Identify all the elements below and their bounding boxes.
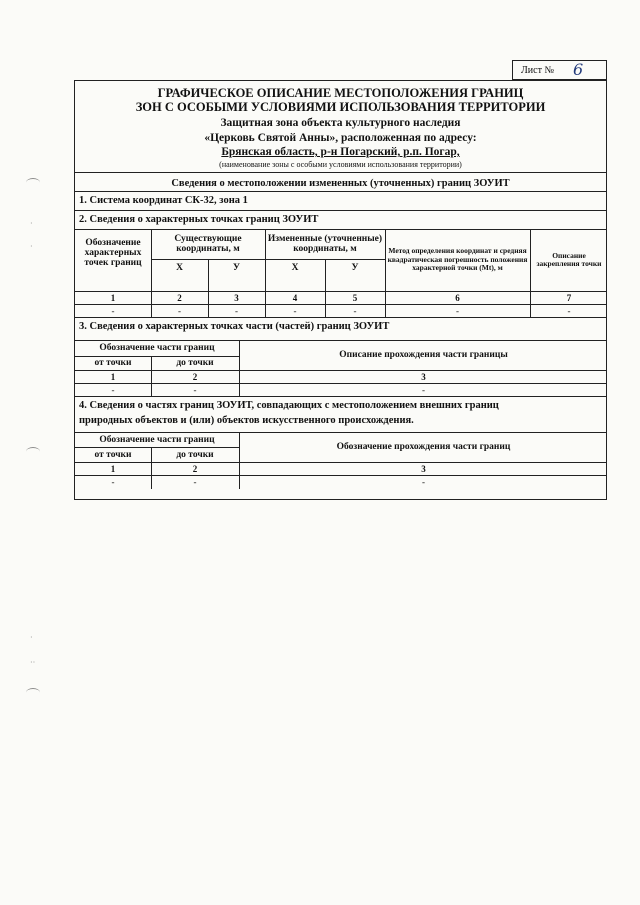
desc-header: Обозначение прохождения части границ: [336, 442, 511, 452]
num-cell: 2: [192, 463, 198, 474]
num-cell: 2: [177, 292, 182, 303]
title-caption: (наименование зоны с особыми условиями использования территории): [219, 160, 462, 169]
section-1-title: 1. Система координат СК-32, зона 1: [79, 195, 248, 206]
section-4-title-line-1: 4. Сведения о частях границ ЗОУИТ, совпадающих с местоположением внешних границ: [79, 400, 499, 411]
divider: [385, 229, 386, 317]
divider: [75, 396, 606, 397]
num-cell: 3: [234, 292, 239, 303]
col-changed-header: Измененные (уточненные) координаты, м: [267, 234, 383, 254]
scan-speck: ·: [30, 633, 33, 642]
data-cell: -: [193, 384, 197, 395]
divider: [151, 447, 152, 489]
divider: [530, 229, 531, 317]
divider: [151, 229, 152, 317]
num-cell: 3: [421, 463, 426, 474]
col-existing-header: Существующие координаты, м: [174, 234, 242, 254]
punch-hole-mark: [26, 688, 40, 697]
data-cell: -: [456, 305, 459, 316]
num-cell: 2: [192, 371, 198, 382]
data-cell: -: [422, 477, 425, 487]
data-cell: -: [567, 305, 571, 316]
num-cell: 1: [110, 463, 116, 474]
col-point-header: Обозначение характерных точек границ: [84, 238, 142, 268]
divider: [239, 432, 240, 489]
col-changed-y: У: [351, 263, 359, 273]
section-3-title: 3. Сведения о характерных точках части (частей) границ ЗОУИТ: [79, 321, 390, 332]
num-cell: 7: [566, 292, 572, 303]
to-header: до точки: [176, 449, 214, 460]
title-line-3: Защитная зона объекта культурного наследия: [220, 117, 461, 129]
title-line-2: ЗОН С ОСОБЫМИ УСЛОВИЯМИ ИСПОЛЬЗОВАНИЯ ТЕРРИТОРИИ: [135, 100, 546, 114]
data-cell: -: [193, 477, 197, 487]
from-header: от точки: [94, 358, 132, 368]
num-cell: 1: [110, 292, 116, 303]
data-cell: -: [178, 305, 181, 316]
col-existing-y: У: [233, 263, 240, 273]
divider: [151, 356, 152, 396]
part-label-header: Обозначение части границ: [99, 434, 215, 445]
from-header: от точки: [94, 449, 132, 460]
divider: [75, 172, 606, 173]
divider: [75, 317, 606, 318]
divider: [75, 191, 606, 192]
sheet-label: Лист №: [521, 65, 554, 76]
punch-hole-mark: [26, 447, 40, 456]
title-line-4: «Церковь Святой Анны», расположенная по адресу:: [204, 132, 477, 144]
data-cell: -: [293, 305, 297, 316]
divider: [151, 259, 385, 260]
section-4-title-line-2: природных объектов и (или) объектов искусственного происхождения.: [79, 415, 414, 426]
scan-speck: ·: [30, 219, 33, 228]
section-2-title: 2. Сведения о характерных точках границ ЗОУИТ: [79, 214, 319, 225]
col-method-header: Метод определения координат и средняя квадратическая погрешность положения характерной точки (Mt), м: [387, 246, 528, 273]
punch-hole-mark: [26, 178, 40, 187]
data-cell: -: [422, 384, 425, 395]
scan-speck: ·: [30, 242, 33, 251]
data-cell: -: [111, 477, 115, 487]
divider: [239, 340, 240, 396]
data-cell: -: [111, 384, 115, 395]
num-cell: 5: [352, 292, 358, 303]
data-cell: -: [111, 305, 115, 316]
sheet-number: 6: [573, 60, 584, 79]
desc-header: Описание прохождения части границы: [339, 350, 508, 360]
divider: [208, 259, 209, 317]
part-label-header: Обозначение части границ: [99, 343, 215, 353]
num-cell: 1: [110, 371, 116, 382]
divider: [265, 229, 266, 317]
sheet-number-box: [512, 60, 607, 80]
data-cell: -: [235, 305, 238, 316]
to-header: до точки: [176, 358, 214, 368]
col-desc-header: Описание закрепления точки: [536, 250, 602, 268]
col-changed-x: X: [291, 263, 299, 273]
title-line-1: ГРАФИЧЕСКОЕ ОПИСАНИЕ МЕСТОПОЛОЖЕНИЯ ГРАНИЦ: [157, 86, 524, 100]
divider: [75, 210, 606, 211]
address-line: [75, 146, 606, 158]
num-cell: 4: [292, 292, 298, 303]
address-text: Брянская область, р-н Погарский, р.п. Погар,: [221, 146, 460, 158]
num-cell: 3: [421, 371, 426, 382]
divider: [325, 259, 326, 317]
col-existing-x: X: [176, 263, 183, 273]
data-cell: -: [353, 305, 357, 316]
scan-speck: ··: [30, 658, 36, 667]
header-bar: Сведения о местоположении измененных (уточненных) границ ЗОУИТ: [171, 178, 510, 189]
document-frame: [74, 80, 607, 500]
num-cell: 6: [455, 292, 460, 303]
